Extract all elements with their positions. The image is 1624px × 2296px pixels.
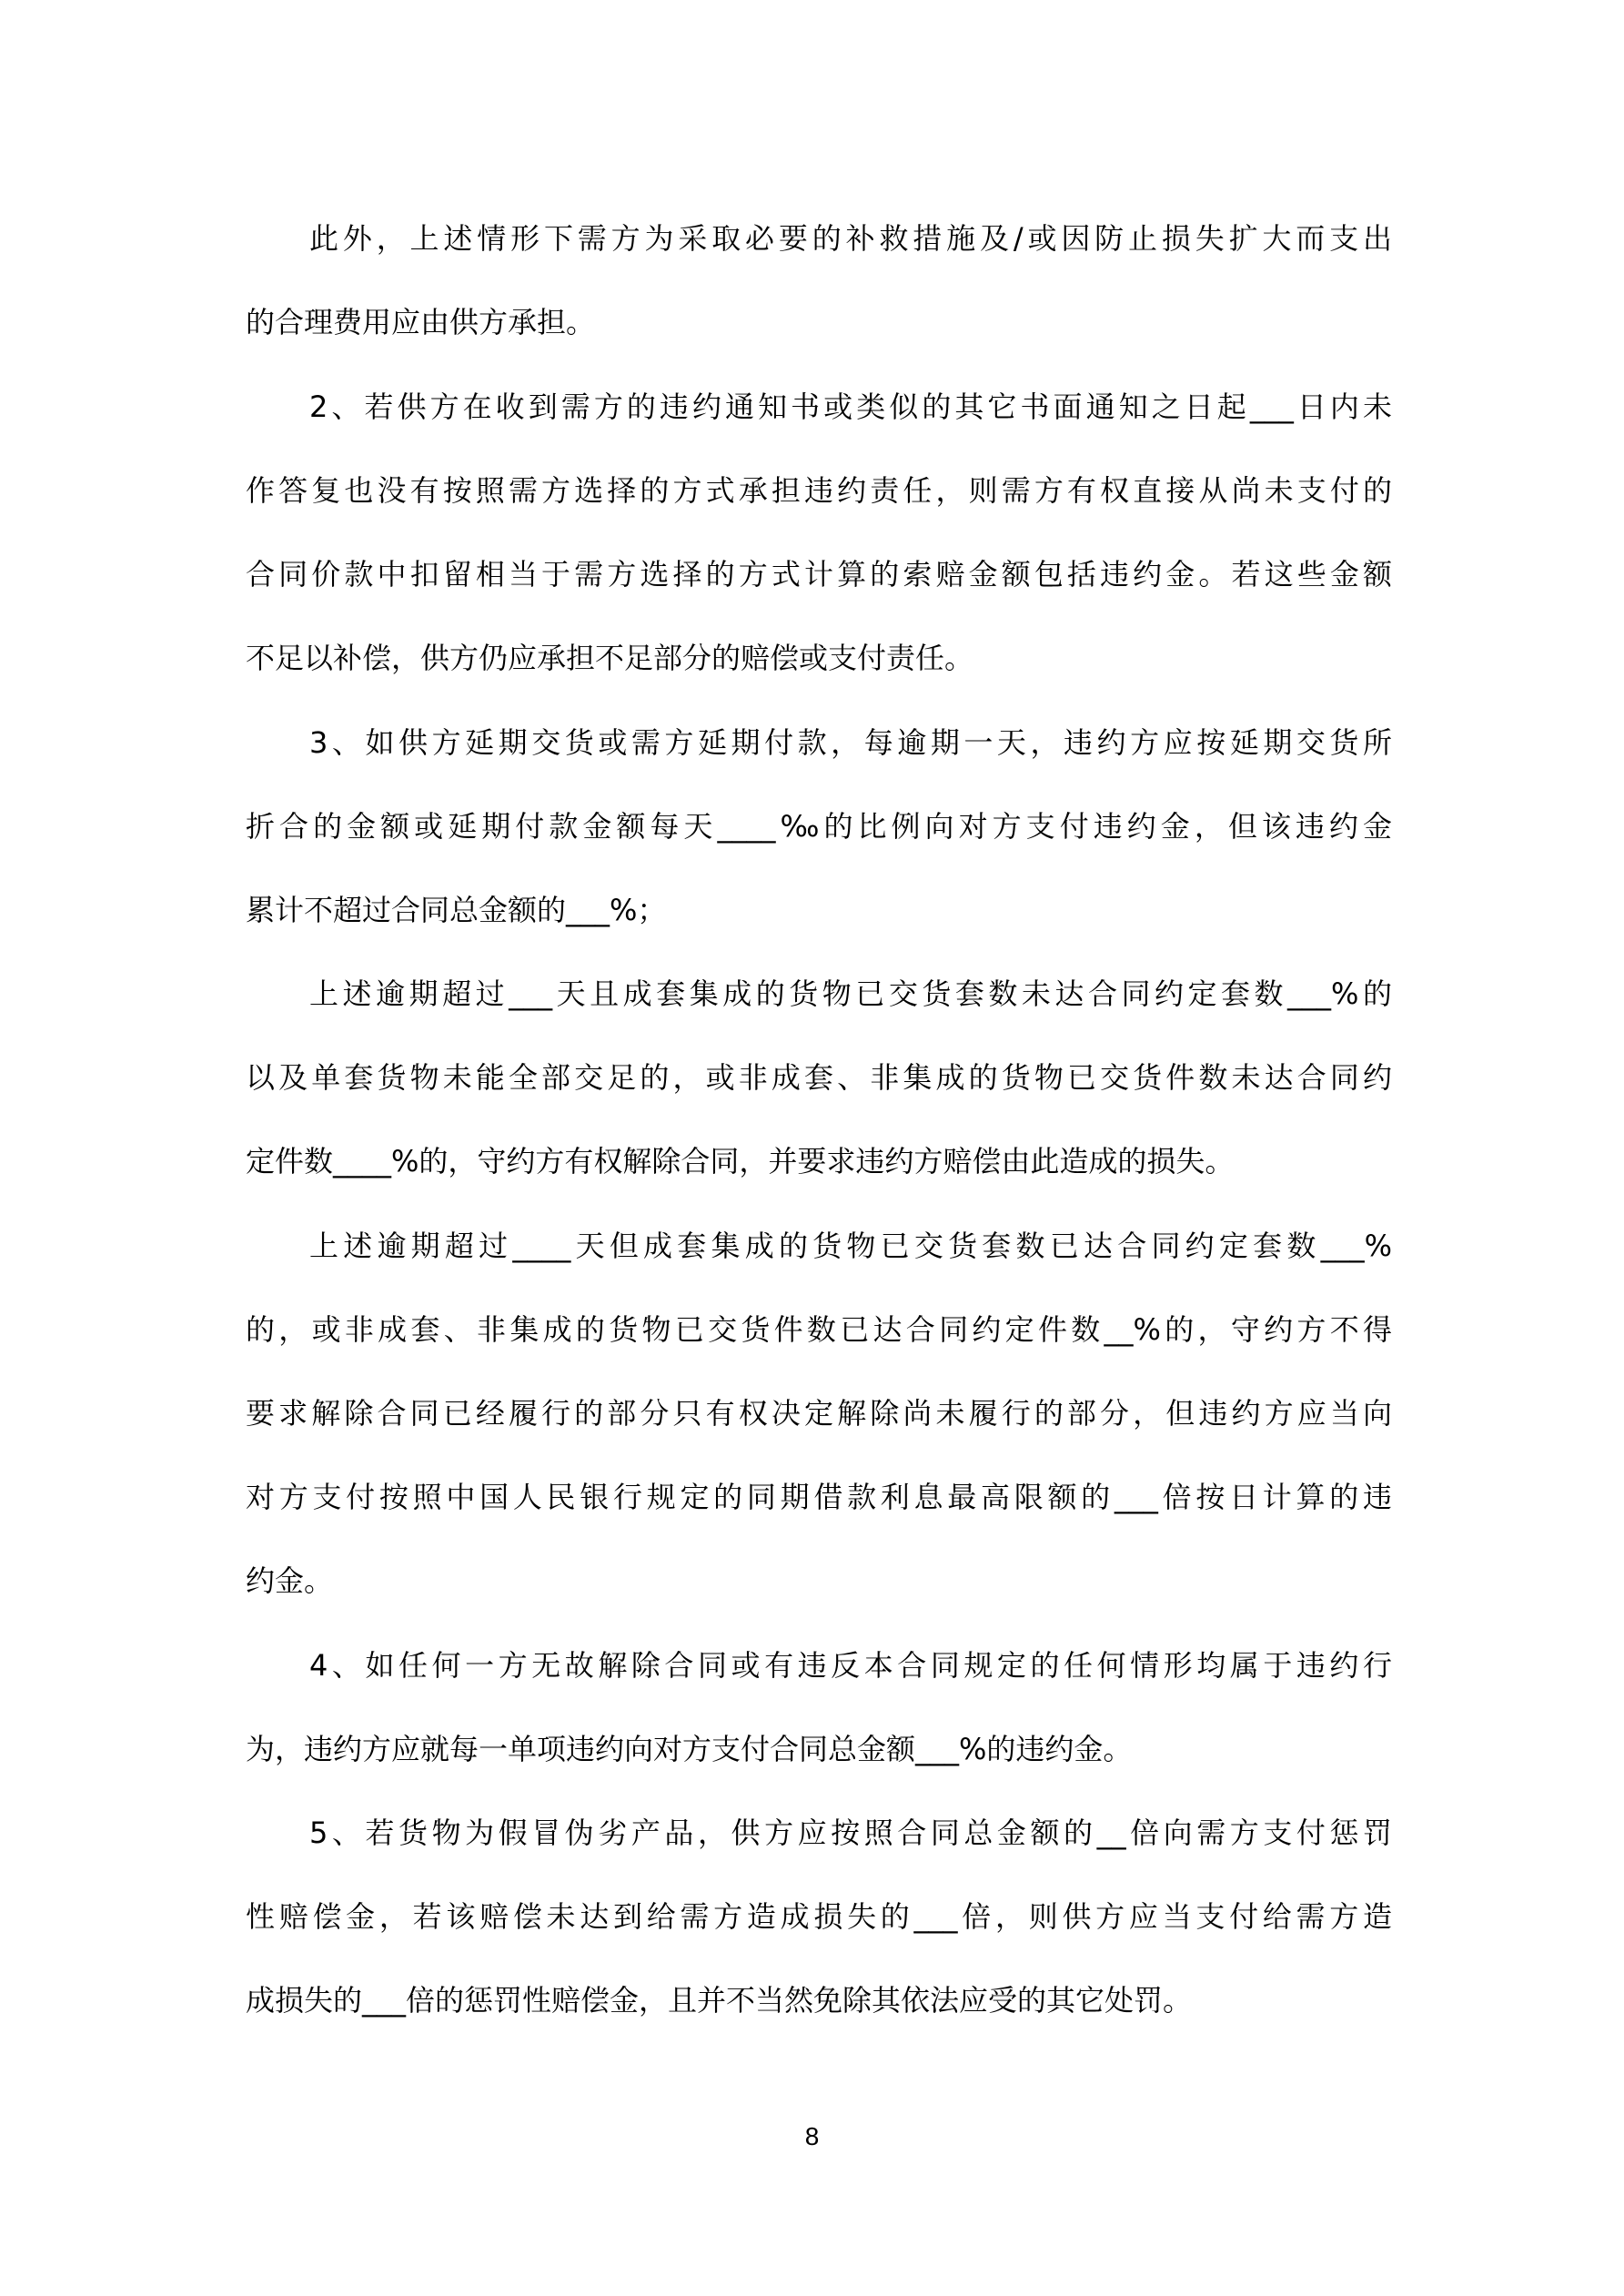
text-line: 折合的金额或延期付款金额每天____‰的比例向对方支付违约金，但该违约金 [246,809,1392,844]
text-line: 3、如供方延期交货或需方延期付款，每逾期一天，违约方应按延期交货所 [309,725,1392,760]
text-line: 约金。 [246,1563,334,1598]
text-line: 5、若货物为假冒伪劣产品，供方应按照合同总金额的__倍向需方支付惩罚 [309,1816,1392,1850]
text-line: 成损失的___倍的惩罚性赔偿金，且并不当然免除其依法应受的其它处罚。 [246,1983,1193,2018]
text-line: 以及单套货物未能全部交足的，或非成套、非集成的货物已交货件数未达合同约 [246,1060,1392,1095]
text-line: 要求解除合同已经履行的部分只有权决定解除尚未履行的部分，但违约方应当向 [246,1396,1392,1431]
text-line: 不足以补偿，供方仍应承担不足部分的赔偿或支付责任。 [246,641,974,675]
text-line: 上述逾期超过___天且成套集成的货物已交货套数未达合同约定套数___%的 [309,976,1392,1011]
page-number: 8 [804,2122,820,2150]
text-line: 2、若供方在收到需方的违约通知书或类似的其它书面通知之日起___日内未 [309,389,1392,424]
text-line: 作答复也没有按照需方选择的方式承担违约责任，则需方有权直接从尚未支付的 [246,473,1392,508]
text-line: 累计不超过合同总金额的___%； [246,893,667,927]
text-line: 对方支付按照中国人民银行规定的同期借款利息最高限额的___倍按日计算的违 [246,1480,1392,1514]
text-line: 定件数____%的，守约方有权解除合同，并要求违约方赔偿由此造成的损失。 [246,1144,1235,1178]
text-line: 的合理费用应由供方承担。 [246,305,596,339]
text-line: 的，或非成套、非集成的货物已交货件数已达合同约定件数__%的，守约方不得 [246,1312,1392,1347]
text-line: 性赔偿金，若该赔偿未达到给需方造成损失的___倍，则供方应当支付给需方造 [246,1899,1392,1934]
text-line: 合同价款中扣留相当于需方选择的方式计算的索赔金额包括违约金。若这些金额 [246,557,1392,592]
text-line: 上述逾期超过____天但成套集成的货物已交货套数已达合同约定套数___% [309,1229,1392,1263]
text-line: 此外，上述情形下需方为采取必要的补救措施及/或因防止损失扩大而支出 [309,221,1392,256]
text-line: 4、如任何一方无故解除合同或有违反本合同规定的任何情形均属于违约行 [309,1648,1392,1683]
text-line: 为，违约方应就每一单项违约向对方支付合同总金额___%的违约金。 [246,1732,1133,1766]
